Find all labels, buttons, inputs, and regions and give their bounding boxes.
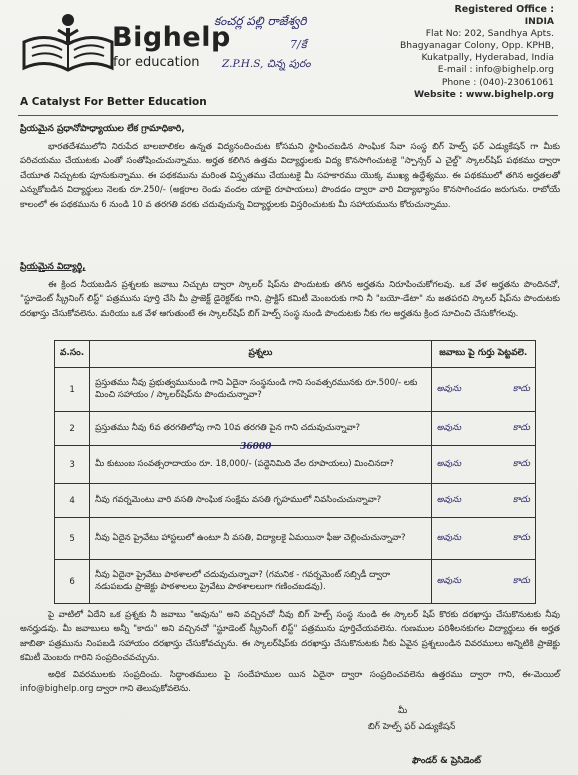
sender-role: ఫౌండర్ & ప్రెసిడెంట్ — [412, 756, 481, 766]
table-row — [55, 484, 536, 518]
row-number: 5 — [55, 518, 90, 560]
handwritten-name: కంచర్ల పల్లి రాజేశ్వరి — [214, 14, 307, 28]
answer-yes: అవును — [436, 383, 462, 394]
answer-yes: అవును — [436, 422, 462, 433]
office-phone: Phone : (040)-23061061 — [441, 76, 554, 88]
row-number: 6 — [55, 560, 90, 604]
income-correction: 36000 — [240, 442, 272, 452]
office-line: INDIA — [524, 16, 554, 28]
answer-mark: కాదు — [512, 494, 530, 505]
table-row — [55, 412, 536, 446]
row-question: ప్రస్తుతము నీవు 6వ తరగతిలోపు గాని 10వ తరగతి పైన గాని చదువుచున్నావా? — [90, 412, 432, 446]
row-answer-cell[interactable] — [431, 518, 535, 560]
row-question: ప్రస్తుతము నీవు ప్రభుత్వమునుండి గాని ఏదైనా సంస్థనుండి గాని సంవత్సరమునకు రూ.500/- లకు మించి సహాయం / స్కాలర్‌షిప్‌ను పొందుచున్నావా? — [90, 368, 432, 412]
row-question: నీవు ఏదైన ప్రైవేటు హాస్టలులో ఉంటూ నీ వసతి, విద్యాలకై ఏమయినా ఫీజు చెల్లించుచున్నావా? — [90, 518, 432, 560]
closing-paragraph: పై వాటిలో ఏదేని ఒక ప్రశ్నకు నీ జవాబు "అవును" అని వచ్చినచో నీవు బిగ్ హెల్ప్ సంస్థ నుండి ఈ స్కాలర్ షిప్ కొరకు దరఖాస్తు చేసుకొనుటకు నీవు అనర్హుడవు. మీ జవాబులు అన్నీ "కాదు" అని వచ్చినచో "స్టూడెంట్ స్క్రీనింగ్ లిస్ట్" పత్రమును పూర్తిచేయవలెను. గుణముల పరిశీలనకుగల విద్యార్థులు ఈ అర్హత జాబితా పత్రమును నింపబడి సహాయం దరఖాస్తు చేసుకోవచ్చును. ఈ స్కాలర్‌షిప్‌కు దరఖాస్తు చేసుకొనుటకు నీకు ఏవైన ప్రశ్నలుండిన వివరములు అన్నిటికి ప్రాజెక్టు కమిటీ మెంబరు గారిని సంప్రదించవచ్చును. — [20, 610, 560, 664]
row-answer-cell[interactable] — [431, 560, 535, 604]
answer-yes: అవును — [436, 575, 462, 586]
table-row — [55, 560, 536, 604]
office-email: E-mail : info@bighelp.org — [437, 64, 554, 76]
handwritten-school: Z.P.H.S, చిన్న పురం — [222, 58, 311, 70]
row-number: 2 — [55, 412, 90, 446]
answer-yes: అవును — [436, 532, 462, 543]
bighelp-logo-icon — [20, 12, 120, 76]
row-answer-cell[interactable] — [431, 412, 535, 446]
answer-yes: అవును — [436, 494, 462, 505]
intro-paragraph: భారతదేశములోని నిరుపేద బాలబాలికల ఉన్నత విద్యనందించుట కోసమని స్థాపించబడిన సాంఘిక సేవా సంస్థ బిగ్ హెల్ప్ ఫర్ ఎడ్యుకేషన్ గా మీకు పరిచయము చేయుటకు ఎంతో సంతోషించుచున్నాము. అర్హత కలిగిన ఉత్తమ విద్యార్థులకు విద్య కొనసాగించుటకై "స్పాన్సర్ ఎ చైల్డ్" స్కాలర్‌షిప్ పథకము ద్వారా చేయూత నిచ్చుటకు పూనుకున్నాము. ఈ పథకమును మరింత విస్తృతము చేయుటకై మీ సహకారము యొక్క ముఖ్య ఉద్దేశ్యము. ఈ పథకములో తగిన అర్హతలతో ఎన్నుకోబడిన విద్యార్థులు నెలకు రూ.250/- (అక్షరాల రెండు వందల యాభై రూపాయలు) పొందడం ద్వారా వారి విద్యాభ్యాసం కొనసాగించడం జరుగును. రాబోయే కాలంలో ఈ పథకమును 6 నుండి 10 వ తరగతి వరకు చదువుచున్న విద్యార్థులకు విస్తరించుటకు మీ సహాయమును కోరుచున్నాము. — [20, 142, 560, 210]
office-line: Flat No: 202, Sandhya Apts. — [425, 28, 554, 40]
row-answer-cell[interactable] — [431, 484, 535, 518]
questions-table — [54, 340, 536, 604]
brand-subtitle: for education — [113, 55, 200, 70]
header-answer: జవాబు పై గుర్తు పెట్టవలె. — [431, 341, 535, 368]
row-question-text: మీ కుటుంబ సంవత్సరాదాయం రూ. 18,000/- (పద్దెనిమిది వేల రూపాయలు) మించినదా? — [95, 458, 394, 469]
row-number: 1 — [55, 368, 90, 412]
row-answer-cell[interactable] — [431, 446, 535, 484]
header-divider — [18, 115, 558, 116]
row-question — [90, 442, 432, 484]
header-questions: ప్రశ్నలు — [90, 341, 432, 368]
registered-office — [344, 4, 554, 101]
table-row — [55, 368, 536, 412]
student-paragraph: ఈ క్రింద నీయబడిన ప్రశ్నలకు జవాబు నిచ్చుట ద్వారా స్కాలర్ షిప్‌ను పొందుటకు తగిన అర్హతను నిరూపించుకోగలవు. ఒక వేళ అర్హతను పొందినచో, "స్టూడెంట్ స్క్రీనింగ్ లిస్ట్" పత్రమును పూర్తి చేసి మీ ప్రాజెక్ట్ డైరెక్టర్‌కు గాని, ప్రాక్టిస్ కమిటీ మెంబరుకు గాని నీ "బయో-డేటా" ను జతపరచి స్కాలర్ షిప్‌ను పొందుటకు దరఖాస్తు చేసుకోవలెను. మరియు ఒక వేళ ఆగుతుంటే ఈ స్కాలర్‌షిప్ బిగ్ హెల్ప్ సంస్థ నుండి పొందుటకు నీకు గల అర్హతను క్రింద సూచించి చేసుకోగలవు. — [20, 280, 560, 319]
answer-mark: కాదు — [512, 532, 530, 543]
table-header-row — [55, 341, 536, 368]
row-number: 4 — [55, 484, 90, 518]
office-title: Registered Office : — [454, 4, 554, 15]
sender-org: బిగ్ హెల్ప్ ఫర్ ఎడ్యుకేషన్ — [368, 722, 456, 732]
answer-mark: కాదు — [512, 575, 530, 586]
office-line: Bhagyanagar Colony, Opp. KPHB, — [399, 40, 554, 52]
answer-yes: అవును — [436, 458, 462, 469]
brand-name: Bighelp — [112, 22, 231, 53]
handwritten-class: 7/కే — [290, 38, 307, 51]
contact-paragraph: అధిక వివరములకు సంప్రదించు. సిద్ధాంతములు పై సందేహముల యిన ఏదైనా ద్వారా సంప్రదించవలెను ఉత్తరము ద్వారా గాని, ఈ-మెయిల్ info@bighelp.org ద్వారా గాని తెలుపుకోవలెను. — [20, 670, 560, 695]
table-row — [55, 518, 536, 560]
answer-mark: కాదు — [512, 383, 530, 394]
answer-mark: కాదు — [512, 458, 530, 469]
sign-off: మీ — [398, 706, 408, 716]
salutation-student: ప్రియమైన విద్యార్థి, — [20, 262, 86, 272]
answer-mark: కాదు — [512, 422, 530, 433]
row-question: నీవు గవర్నమెంటు వారి వసతి సాంఘిక సంక్షేమ వసతి గృహములో నివసించుచున్నావా? — [90, 484, 432, 518]
row-number: 3 — [55, 446, 90, 484]
table-row — [55, 446, 536, 484]
office-website: Website : www.bighelp.org — [413, 88, 554, 100]
header-serial: వ.సం. — [55, 341, 90, 368]
salutation-headmaster: ప్రియమైన ప్రధానోపాధ్యాయుల లేక గ్రామాధికారి, — [20, 124, 185, 134]
office-line: Kukatpally, Hyderabad, India — [421, 52, 554, 64]
tagline: A Catalyst For Better Education — [20, 96, 207, 108]
row-answer-cell[interactable] — [431, 368, 535, 412]
row-question: నీవు ఏదైనా ప్రైవేటు పాఠశాలలో చదువుచున్నావా? (గమనిక - గవర్నమెంట్ సబ్సిడీ ద్వారా నడుపబడు ప్రాజెక్టు పాఠశాలలు ప్రైవేటు పాఠశాలలుగా గణించబడవు). — [90, 560, 432, 604]
